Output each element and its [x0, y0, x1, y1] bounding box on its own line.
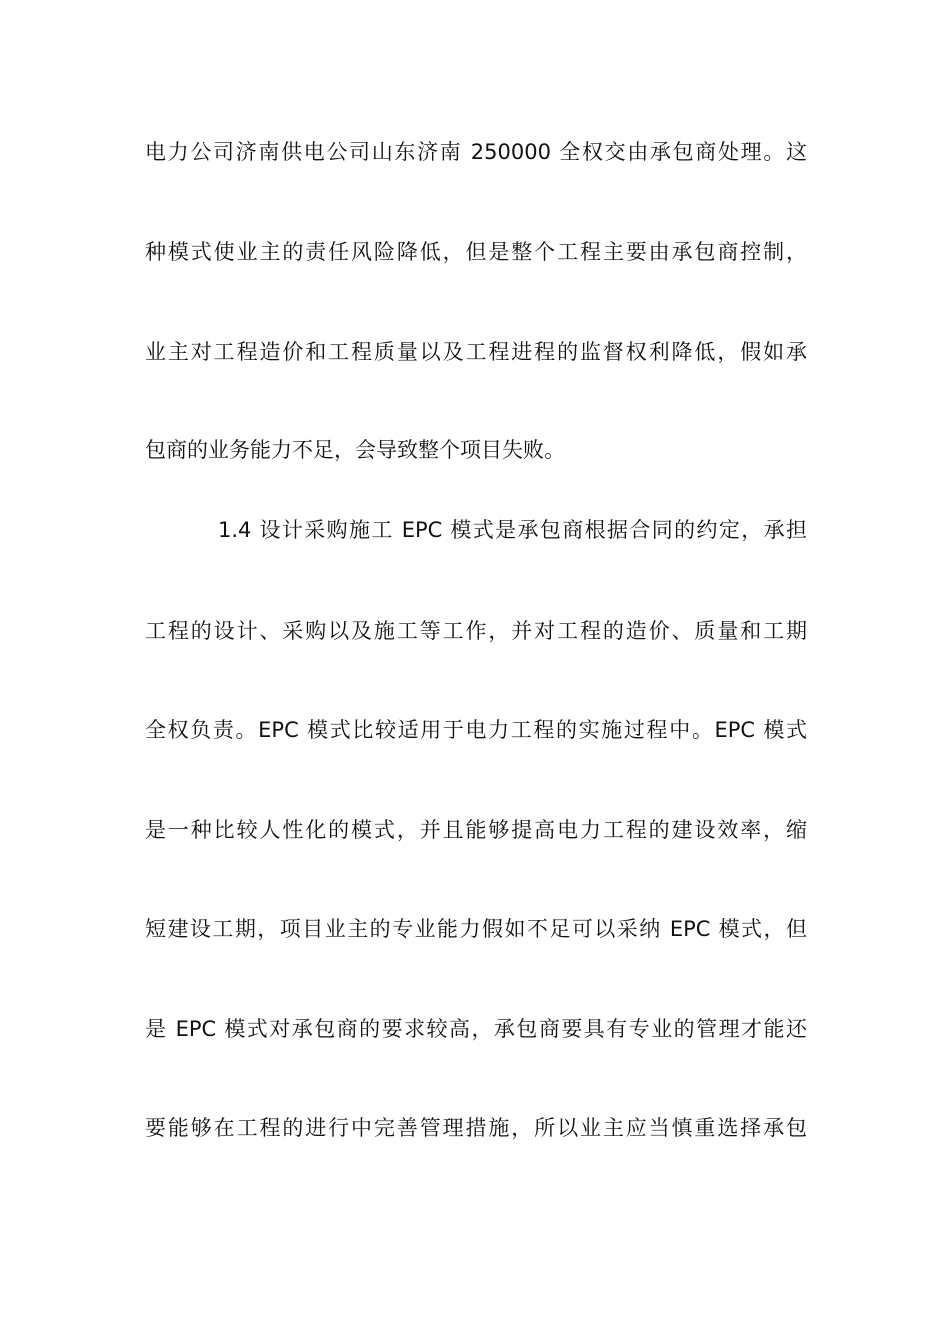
text-line-3: 业主对工程造价和工程质量以及工程进程的监督权利降低，假如承	[145, 340, 807, 364]
text-line-2: 种模式使业主的责任风险降低，但是整个工程主要由承包商控制，	[145, 240, 807, 264]
text-line-5-section-heading: 1.4 设计采购施工 EPC 模式是承包商根据合同的约定，承担	[218, 518, 807, 542]
text-line-1: 电力公司济南供电公司山东济南 250000 全权交由承包商处理。这	[145, 140, 807, 164]
text-line-7: 全权负责。EPC 模式比较适用于电力工程的实施过程中。EPC 模式	[145, 718, 807, 742]
text-line-4: 包商的业务能力不足，会导致整个项目失败。	[145, 438, 565, 462]
text-line-9: 短建设工期，项目业主的专业能力假如不足可以采纳 EPC 模式，但	[145, 917, 807, 941]
text-line-10: 是 EPC 模式对承包商的要求较高，承包商要具有专业的管理才能还	[145, 1017, 807, 1041]
text-line-6: 工程的设计、采购以及施工等工作，并对工程的造价、质量和工期	[145, 619, 807, 643]
text-line-11: 要能够在工程的进行中完善管理措施，所以业主应当慎重选择承包	[145, 1116, 807, 1140]
text-line-8: 是一种比较人性化的模式，并且能够提高电力工程的建设效率，缩	[145, 818, 807, 842]
